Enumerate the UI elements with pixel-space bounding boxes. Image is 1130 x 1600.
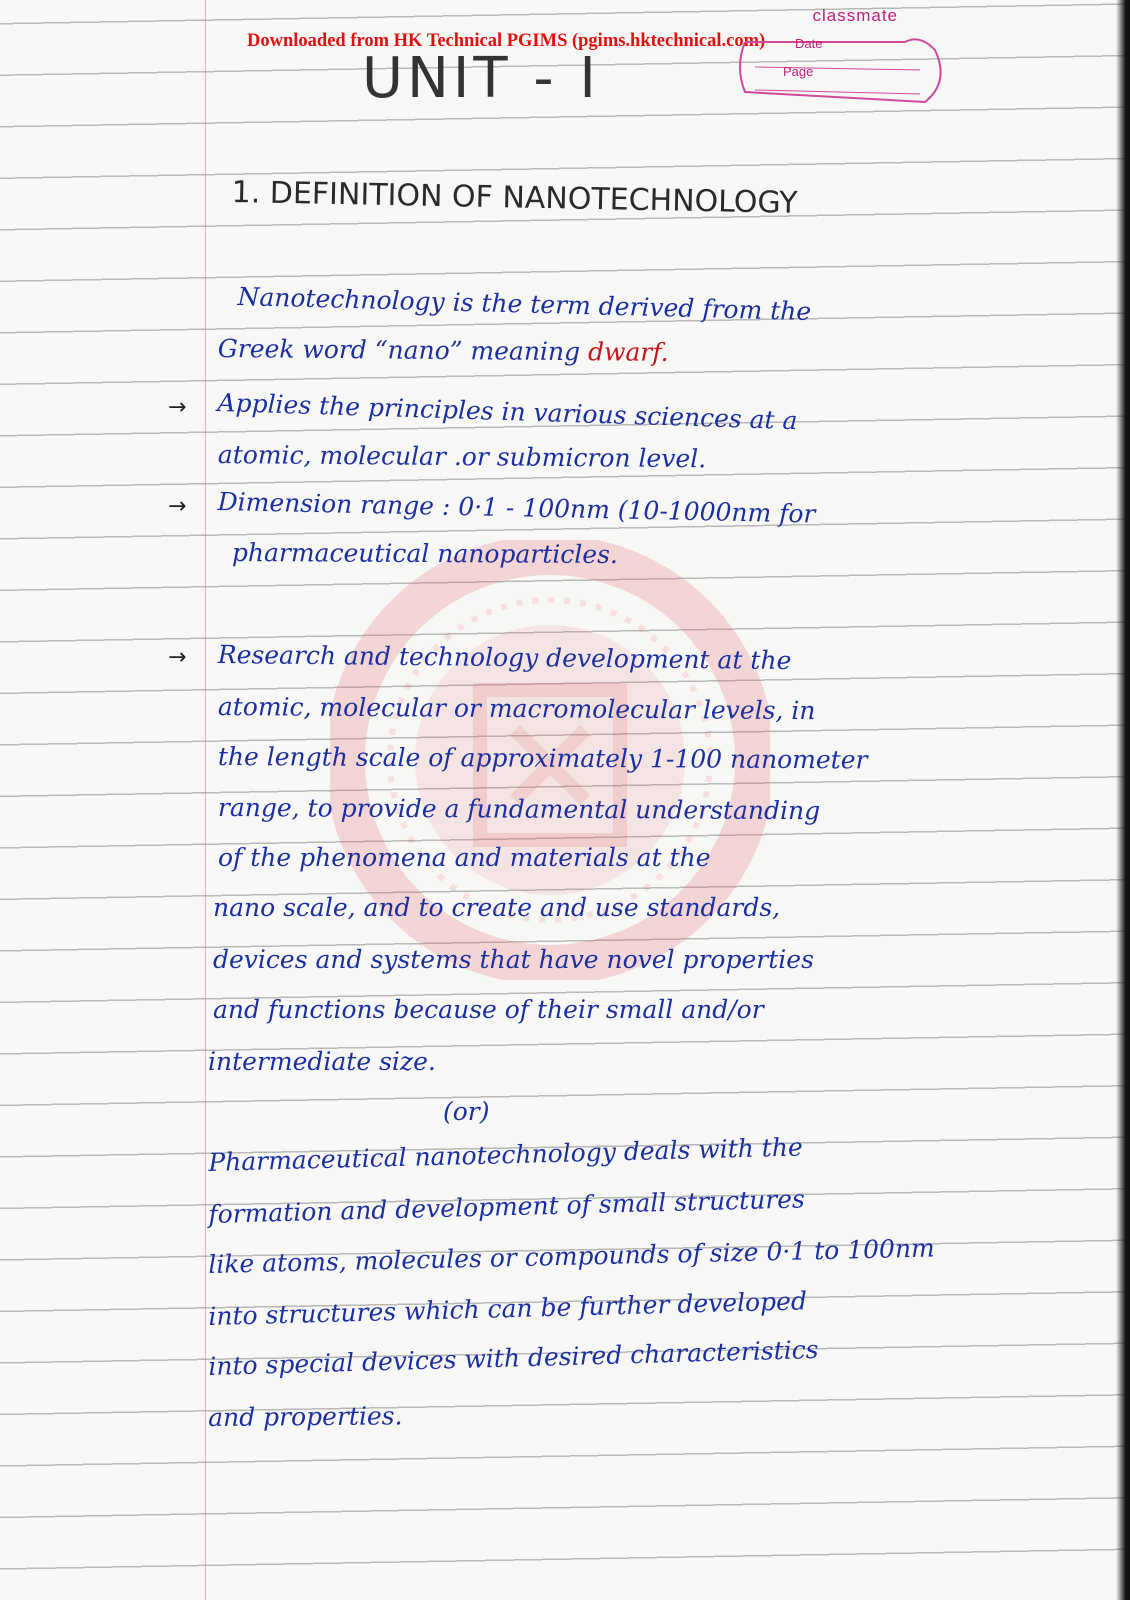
date-label: Date (795, 36, 823, 51)
notebook-brand: classmate (812, 6, 898, 25)
note-line-3: Applies the principles in various sciences at a (217, 388, 798, 436)
margin-line (205, 0, 206, 1600)
bullet-arrow-1: → (168, 395, 187, 420)
note-line-14: and functions because of their small and/or (213, 995, 764, 1024)
note-line-12: nano scale, and to create and use standards, (213, 893, 781, 922)
note-line-17: formation and development of small structures (208, 1184, 806, 1229)
section-heading: 1. DEFINITION OF NANOTECHNOLOGY (231, 175, 798, 221)
note-line-9: the length scale of approximately 1-100 nanometer (217, 742, 868, 775)
date-page-frame (735, 22, 955, 112)
note-line-11: of the phenomena and materials at the (218, 843, 711, 872)
note-line-16: Pharmaceutical nanotechnology deals with the (208, 1132, 804, 1177)
note-line-20: into special devices with desired characteristics (208, 1334, 819, 1381)
bullet-arrow-2: → (168, 494, 187, 519)
note-line-19: into structures which can be further developed (208, 1286, 808, 1331)
bullet-arrow-3: → (168, 645, 187, 670)
note-line-2-text: Greek word “nano” meaning (217, 334, 581, 367)
date-page-box (735, 22, 955, 112)
note-line-5: Dimension range : 0·1 - 100nm (10-1000nm for (217, 487, 816, 529)
note-line-2 (218, 334, 669, 367)
note-line-7: Research and technology development at the (217, 640, 792, 676)
note-line-13: devices and systems that have novel properties (213, 945, 814, 974)
note-line-18: like atoms, molecules or compounds of size 0·1 to 100nm (208, 1233, 936, 1279)
note-line-or: (or) (443, 1097, 490, 1126)
note-line-15: intermediate size. (208, 1047, 436, 1076)
page-edge-shadow (1116, 0, 1130, 1600)
note-line-21: and properties. (208, 1401, 403, 1432)
highlight-word: dwarf. (587, 337, 669, 367)
note-line-4: atomic, molecular .or submicron level. (217, 440, 707, 474)
note-line-6: pharmaceutical nanoparticles. (231, 538, 618, 570)
unit-title: UNIT - I (362, 46, 600, 111)
note-line-8: atomic, molecular or macromolecular levels, in (217, 692, 816, 726)
download-notice[interactable]: Downloaded from HK Technical PGIMS (pgims.hktechnical.com) (247, 31, 766, 51)
page-label: Page (783, 64, 814, 79)
note-line-10: range, to provide a fundamental understanding (217, 793, 821, 826)
note-line-1: Nanotechnology is the term derived from the (237, 282, 812, 327)
